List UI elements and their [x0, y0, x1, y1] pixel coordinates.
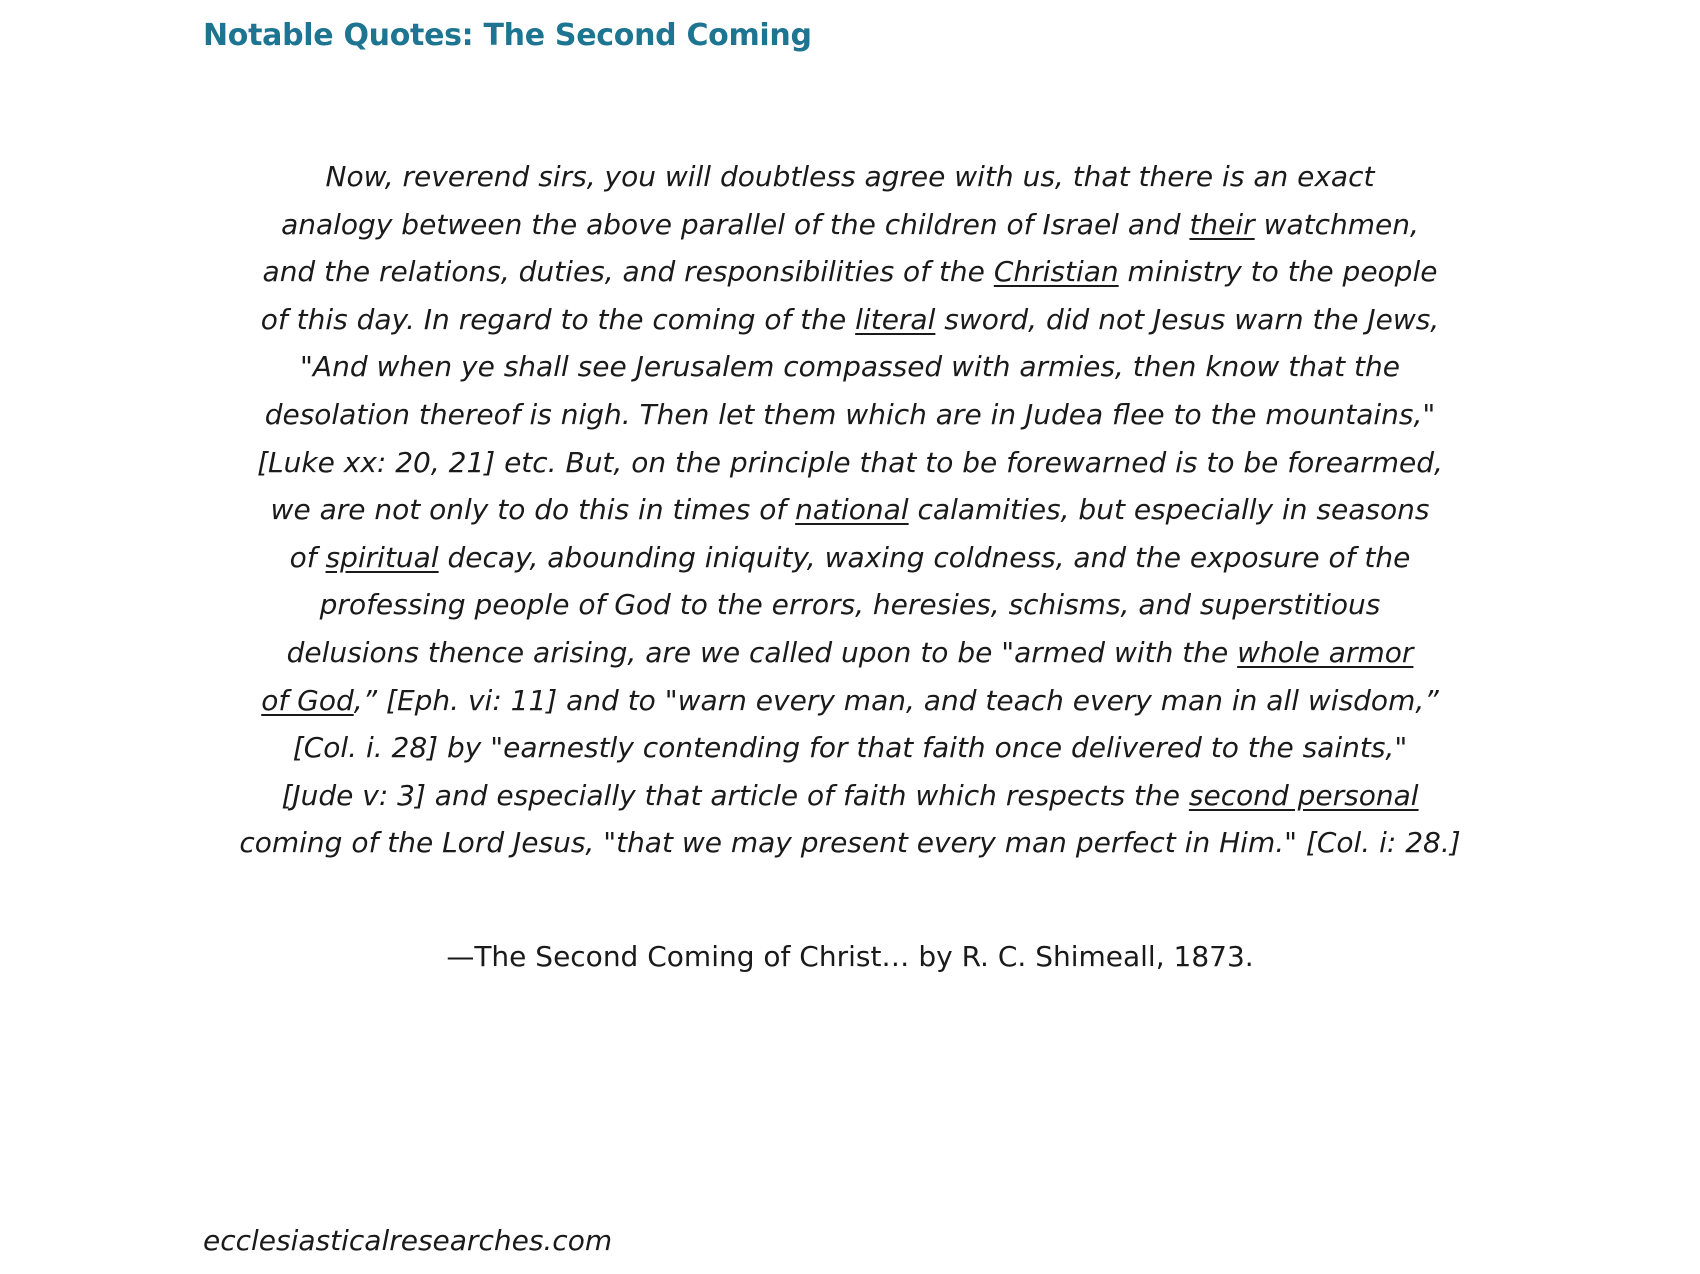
underlined-phrase: Christian	[993, 255, 1119, 289]
page-title: Notable Quotes: The Second Coming	[203, 18, 812, 53]
quote-line	[230, 439, 1470, 487]
quote-line	[230, 677, 1470, 725]
underlined-phrase: of God	[261, 683, 354, 717]
quote-text: and the relations, duties, and responsibilities of the	[262, 255, 994, 289]
quote-line	[230, 391, 1470, 439]
quote-text: ministry to the people	[1118, 255, 1438, 289]
quote-text: Now, reverend sirs, you will doubtless agree with us, that there is an exact	[325, 160, 1375, 193]
quote-line	[230, 296, 1470, 344]
underlined-phrase: whole armor	[1237, 635, 1414, 669]
quote-line	[230, 724, 1470, 772]
underlined-phrase: literal	[855, 302, 936, 336]
quote-line	[230, 201, 1470, 249]
quote-attribution: —The Second Coming of Christ… by R. C. Shimeall, 1873.	[446, 940, 1254, 973]
quote-text: calamities, but especially in seasons	[908, 493, 1430, 527]
quote-line	[230, 534, 1470, 582]
quote-line	[230, 772, 1470, 820]
quote-text: of	[289, 540, 326, 574]
quote-text: analogy between the above parallel of the children of Israel and	[281, 207, 1190, 241]
quote-text: [Jude v: 3] and especially that article of faith which respects the	[281, 778, 1189, 812]
quote-text: of this day. In regard to the coming of the	[260, 302, 856, 336]
quote-line	[230, 153, 1470, 201]
quote-text: "And when ye shall see Jerusalem compassed with armies, then know that the	[300, 350, 1400, 384]
quote-block	[230, 153, 1470, 867]
quote-text: [Luke xx: 20, 21] etc. But, on the principle that to be forewarned is to be forearmed,	[257, 445, 1443, 479]
quote-text: [Col. i. 28] by "earnestly contending for that faith once delivered to the saints,"	[292, 731, 1408, 765]
quote-line	[230, 248, 1470, 296]
quote-text: delusions thence arising, are we called upon to be "armed with the	[286, 635, 1238, 669]
quote-line	[230, 629, 1470, 677]
underlined-phrase: second personal	[1188, 778, 1419, 812]
quote-text: sword, did not Jesus warn the Jews,	[935, 302, 1440, 336]
quote-text: desolation thereof is nigh. Then let them which are in Judea flee to the mountains,"	[264, 397, 1436, 431]
underlined-phrase: spiritual	[325, 540, 439, 574]
footer-site-url: ecclesiasticalresearches.com	[203, 1224, 613, 1257]
underlined-phrase: national	[795, 493, 909, 527]
quote-text: we are not only to do this in times of	[270, 493, 796, 527]
quote-line	[230, 486, 1470, 534]
quote-text: coming of the Lord Jesus, "that we may present every man perfect in Him." [Col. i: 28.]	[239, 826, 1461, 860]
quote-line	[230, 343, 1470, 391]
quote-line	[230, 819, 1470, 867]
quote-text: watchmen,	[1254, 207, 1419, 241]
underlined-phrase: their	[1189, 207, 1255, 241]
quote-text: ,” [Eph. vi: 11] and to "warn every man, and teach every man in all wisdom,”	[353, 683, 1439, 717]
quote-text: decay, abounding iniquity, waxing coldness, and the exposure of the	[438, 540, 1411, 574]
quote-line	[230, 581, 1470, 629]
quote-text: professing people of God to the errors, heresies, schisms, and superstitious	[319, 588, 1381, 622]
